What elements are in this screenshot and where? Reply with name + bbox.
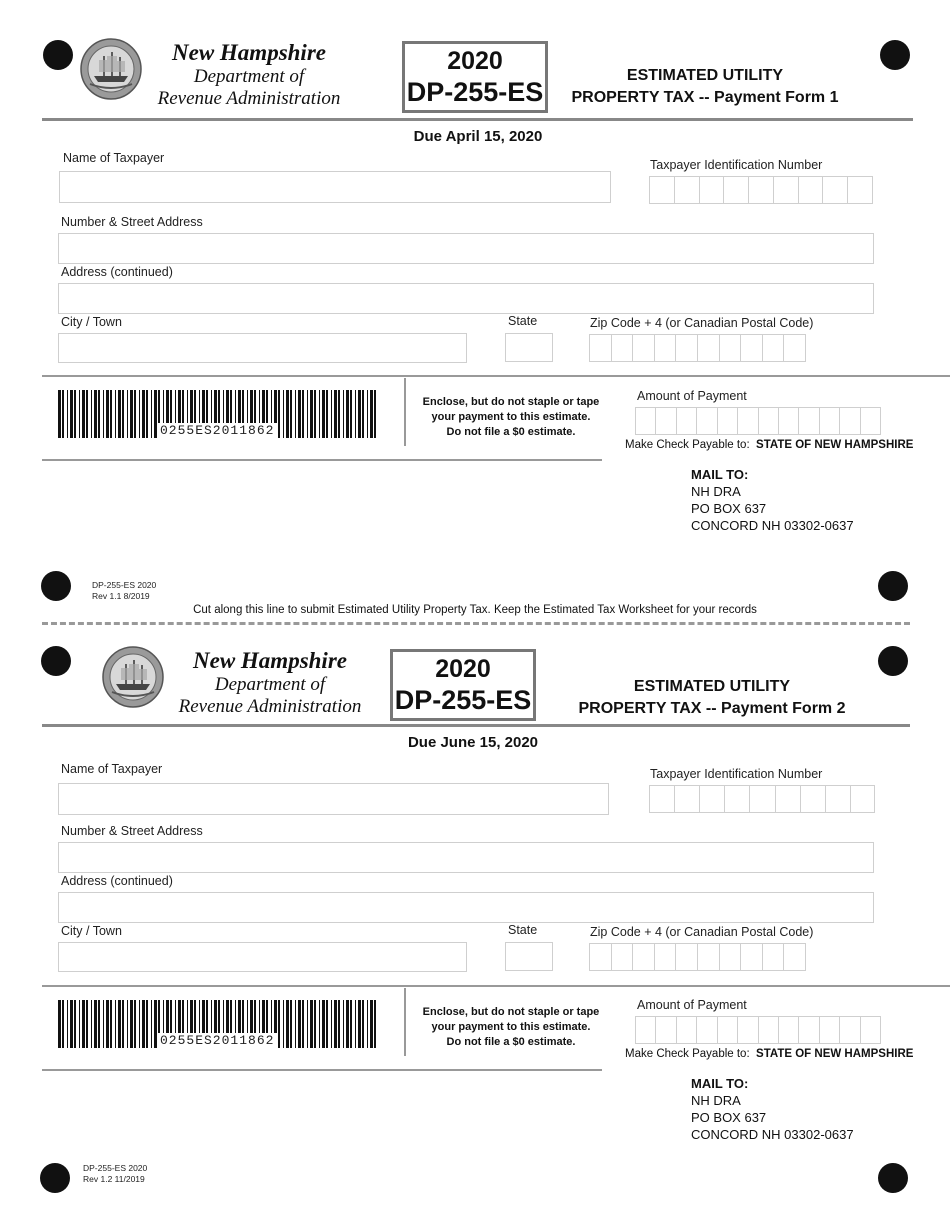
city-field[interactable] [58, 333, 467, 363]
section-rule [42, 459, 602, 461]
barcode-number: 0255ES2011862 [157, 1033, 277, 1048]
zip-label: Zip Code + 4 (or Canadian Postal Code) [590, 316, 814, 330]
payable-recipient: STATE OF NEW HAMPSHIRE [756, 1048, 914, 1060]
enclose-instruction [406, 395, 616, 440]
tin-label: Taxpayer Identification Number [650, 767, 823, 781]
form-title [542, 676, 882, 720]
header-rule [42, 118, 913, 121]
mail-line-1: NH DRA [691, 484, 741, 499]
form-id-box [390, 649, 536, 721]
payment-form-2 [0, 620, 950, 1230]
agency-state: New Hampshire [193, 648, 347, 673]
name-field[interactable] [58, 783, 609, 815]
name-field[interactable] [59, 171, 611, 203]
agency-state: New Hampshire [172, 40, 326, 65]
payable-to [625, 1048, 913, 1060]
punch-hole-icon [41, 571, 71, 601]
street-label: Number & Street Address [61, 215, 203, 229]
mail-line-2: PO BOX 637 [691, 501, 767, 516]
address2-label: Address (continued) [61, 874, 173, 888]
mail-to-title: MAIL TO: [691, 467, 749, 482]
punch-hole-icon [43, 40, 73, 70]
amount-field[interactable] [635, 407, 881, 435]
form-title [535, 65, 875, 109]
address2-field[interactable] [58, 892, 874, 923]
zip-field[interactable] [589, 334, 806, 362]
due-date: Due April 15, 2020 [413, 128, 543, 145]
section-rule [42, 985, 950, 987]
address2-field[interactable] [58, 283, 874, 314]
enclose-line-3: Do not file a $0 estimate. [446, 426, 576, 438]
section-rule [42, 375, 950, 377]
name-label: Name of Taxpayer [63, 151, 165, 165]
enclose-line-1: Enclose, but do not staple or tape [422, 396, 600, 408]
state-seal-icon [80, 38, 142, 100]
section-rule [42, 1069, 602, 1071]
revision-info [83, 1163, 147, 1185]
punch-hole-icon [40, 1163, 70, 1193]
mail-line-1: NH DRA [691, 1093, 741, 1108]
cut-instruction: Cut along this line to submit Estimated Utility Property Tax. Keep the Estimated Tax Worksheet for your records [193, 604, 757, 616]
amount-label: Amount of Payment [637, 998, 747, 1012]
punch-hole-icon [878, 571, 908, 601]
amount-field[interactable] [635, 1016, 881, 1044]
revision-line-1: DP-255-ES 2020 [83, 1163, 148, 1173]
mail-to-title: MAIL TO: [691, 1076, 749, 1091]
name-label: Name of Taxpayer [61, 762, 163, 776]
agency-name [139, 40, 359, 110]
agency-line-2: Department of [214, 674, 326, 695]
state-label: State [508, 923, 538, 937]
revision-line-2: Rev 1.2 11/2019 [83, 1174, 145, 1184]
form-title-line-1: ESTIMATED UTILITY [633, 678, 791, 695]
form-year: 2020 [447, 47, 503, 75]
agency-line-3: Revenue Administration [157, 88, 341, 109]
revision-line-1: DP-255-ES 2020 [92, 580, 157, 590]
mail-line-2: PO BOX 637 [691, 1110, 767, 1125]
street-field[interactable] [58, 842, 874, 873]
form-title-line-2: PROPERTY TAX -- Payment Form 1 [571, 89, 839, 106]
enclose-line-2: your payment to this estimate. [431, 1021, 591, 1033]
form-year: 2020 [435, 655, 491, 683]
punch-hole-icon [878, 1163, 908, 1193]
city-label: City / Town [61, 315, 122, 329]
tin-field[interactable] [649, 785, 875, 813]
punch-hole-icon [880, 40, 910, 70]
enclose-line-3: Do not file a $0 estimate. [446, 1036, 576, 1048]
mail-line-3: CONCORD NH 03302-0637 [691, 1127, 854, 1142]
agency-line-3: Revenue Administration [178, 696, 362, 717]
payable-recipient: STATE OF NEW HAMPSHIRE [756, 439, 914, 451]
barcode-number: 0255ES2011862 [157, 423, 277, 438]
mailing-address [691, 1075, 854, 1143]
zip-label: Zip Code + 4 (or Canadian Postal Code) [590, 925, 814, 939]
city-field[interactable] [58, 942, 467, 972]
form-title-line-2: PROPERTY TAX -- Payment Form 2 [578, 700, 846, 717]
enclose-line-2: your payment to this estimate. [431, 411, 591, 423]
street-field[interactable] [58, 233, 874, 264]
revision-info [92, 580, 156, 602]
revision-line-2: Rev 1.1 8/2019 [92, 591, 150, 601]
zip-field[interactable] [589, 943, 806, 971]
form-number: DP-255-ES [406, 77, 544, 107]
enclose-instruction [406, 1005, 616, 1050]
payable-label: Make Check Payable to: [625, 1048, 750, 1060]
street-label: Number & Street Address [61, 824, 203, 838]
state-field[interactable] [505, 333, 553, 362]
enclose-line-1: Enclose, but do not staple or tape [422, 1006, 600, 1018]
state-field[interactable] [505, 942, 553, 971]
tin-field[interactable] [649, 176, 873, 204]
form-number: DP-255-ES [394, 685, 532, 715]
address2-label: Address (continued) [61, 265, 173, 279]
amount-label: Amount of Payment [637, 389, 747, 403]
mailing-address [691, 466, 854, 534]
tin-label: Taxpayer Identification Number [650, 158, 823, 172]
city-label: City / Town [61, 924, 122, 938]
payable-to [625, 439, 913, 451]
state-seal-icon [102, 646, 164, 708]
form-id-box [402, 41, 548, 113]
punch-hole-icon [878, 646, 908, 676]
punch-hole-icon [41, 646, 71, 676]
header-rule [42, 724, 910, 727]
mail-line-3: CONCORD NH 03302-0637 [691, 518, 854, 533]
state-label: State [508, 314, 538, 328]
form-title-line-1: ESTIMATED UTILITY [626, 67, 784, 84]
due-date: Due June 15, 2020 [407, 734, 539, 751]
agency-line-2: Department of [193, 66, 305, 87]
agency-name [160, 648, 380, 718]
payable-label: Make Check Payable to: [625, 439, 750, 451]
